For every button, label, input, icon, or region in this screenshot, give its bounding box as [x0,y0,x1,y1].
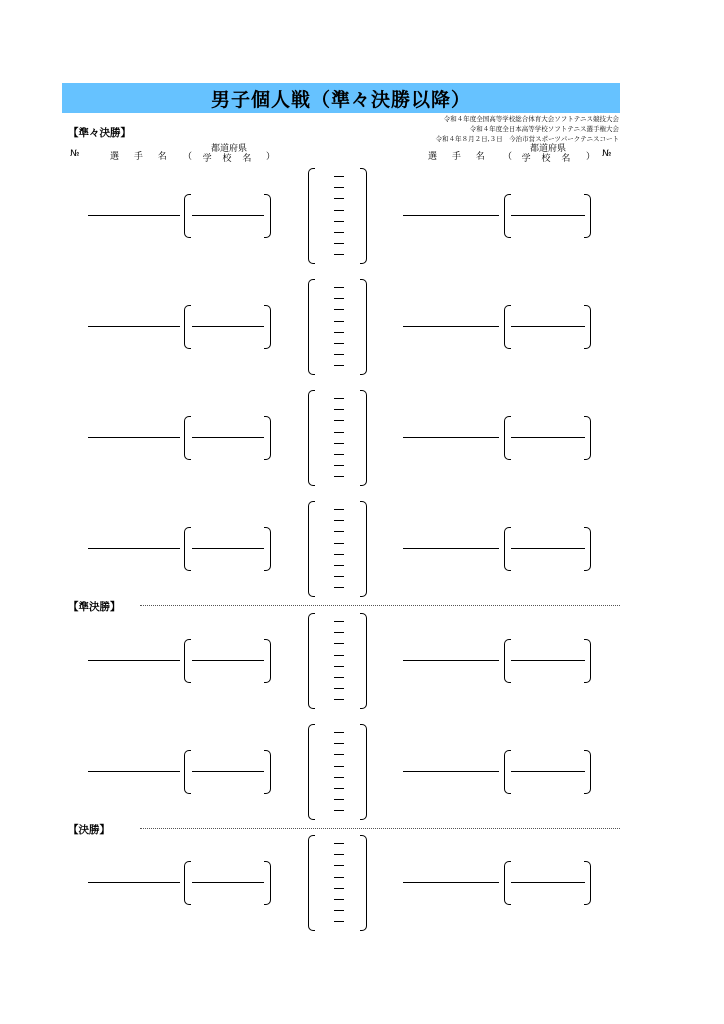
score-column [308,279,370,373]
score-game-slot[interactable] [334,899,344,900]
right-school-bracket-close [584,527,591,571]
score-game-slot[interactable] [334,520,344,521]
event-line-1: 令和４年度全国高等学校総合体育大会ソフトテニス競技大会 [443,115,619,123]
score-game-slot[interactable] [334,777,344,778]
score-game-slot[interactable] [334,666,344,667]
score-game-slot[interactable] [334,743,344,744]
left-school-bracket-close [264,416,271,460]
event-line-2: 令和４年度全日本高等学校ソフトテニス選手権大会 [469,125,619,133]
score-game-slot[interactable] [334,365,344,366]
header-left-school: 学 校 名 [202,154,256,164]
score-game-slot[interactable] [334,754,344,755]
score-game-slot[interactable] [334,688,344,689]
left-school-bracket-open [184,305,191,349]
score-bracket-open [308,501,315,597]
right-school-bracket-close [584,750,591,794]
section-divider-semifinal [140,605,620,606]
score-column [308,390,370,484]
score-game-slot[interactable] [334,232,344,233]
score-game-slot[interactable] [334,465,344,466]
right-school-bracket-open [504,639,511,683]
score-game-slot[interactable] [334,910,344,911]
header-right-close-paren: ） [586,152,596,162]
score-game-slot[interactable] [334,766,344,767]
right-school-name-line[interactable] [511,548,585,549]
right-school-name-line[interactable] [511,215,585,216]
right-school-bracket-close [584,416,591,460]
right-player-name-line[interactable] [403,882,499,883]
score-game-slot[interactable] [334,732,344,733]
score-game-slot[interactable] [334,543,344,544]
right-school-name-line[interactable] [511,437,585,438]
score-game-slot[interactable] [334,554,344,555]
score-column [308,724,370,818]
right-school-bracket-open [504,305,511,349]
score-column [308,168,370,262]
left-school-bracket-close [264,750,271,794]
right-school-name-line[interactable] [511,660,585,661]
score-game-slot[interactable] [334,309,344,310]
score-bracket-open [308,724,315,820]
left-player-name-line[interactable] [88,882,180,883]
left-school-bracket-close [264,527,271,571]
score-game-slot[interactable] [334,843,344,844]
event-line-3: 令和４年８月２日,３日 今治市営スポーツパークテニスコート [435,135,619,143]
score-game-slot[interactable] [334,287,344,288]
right-school-bracket-open [504,527,511,571]
left-school-bracket-open [184,194,191,238]
left-school-name-line[interactable] [192,215,264,216]
score-game-slot[interactable] [334,398,344,399]
score-bracket-close [360,279,367,375]
score-game-slot[interactable] [334,243,344,244]
section-final: 【決勝】 [68,824,110,836]
score-game-slot[interactable] [334,632,344,633]
left-player-name-line[interactable] [88,326,180,327]
header-left-pref: 都道府県 [210,144,247,154]
score-bracket-close [360,501,367,597]
right-school-bracket-open [504,861,511,905]
score-game-slot[interactable] [334,176,344,177]
score-game-slot[interactable] [334,788,344,789]
score-game-slot[interactable] [334,210,344,211]
score-bracket-close [360,613,367,709]
left-school-name-line[interactable] [192,660,264,661]
right-player-name-line[interactable] [403,771,499,772]
right-school-bracket-open [504,194,511,238]
header-right-pref: 都道府県 [529,144,566,154]
score-game-slot[interactable] [334,354,344,355]
score-bracket-close [360,724,367,820]
right-player-name-line[interactable] [403,326,499,327]
left-school-bracket-open [184,527,191,571]
score-column [308,613,370,707]
left-school-bracket-close [264,861,271,905]
left-player-name-line[interactable] [88,215,180,216]
score-game-slot[interactable] [334,877,344,878]
left-school-bracket-close [264,639,271,683]
header-right-player: 選 手 名 [428,152,491,162]
left-school-name-line[interactable] [192,326,264,327]
score-game-slot[interactable] [334,343,344,344]
right-school-bracket-close [584,639,591,683]
right-school-bracket-open [504,750,511,794]
left-school-name-line[interactable] [192,882,264,883]
left-school-name-line[interactable] [192,771,264,772]
left-player-name-line[interactable] [88,548,180,549]
left-school-bracket-close [264,194,271,238]
score-game-slot[interactable] [334,476,344,477]
score-column [308,835,370,929]
score-game-slot[interactable] [334,409,344,410]
left-school-bracket-open [184,639,191,683]
header-right-no: № [602,149,612,159]
score-game-slot[interactable] [334,621,344,622]
score-game-slot[interactable] [334,509,344,510]
score-game-slot[interactable] [334,531,344,532]
score-game-slot[interactable] [334,576,344,577]
header-left-school-stack [199,144,259,164]
left-player-name-line[interactable] [88,660,180,661]
score-game-slot[interactable] [334,321,344,322]
score-game-slot[interactable] [334,587,344,588]
score-game-slot[interactable] [334,921,344,922]
header-left-player: 選 手 名 [110,152,173,162]
score-game-slot[interactable] [334,454,344,455]
score-game-slot[interactable] [334,332,344,333]
right-player-name-line[interactable] [403,437,499,438]
right-school-name-line[interactable] [511,882,585,883]
header-right-school-stack [518,144,578,164]
score-game-slot[interactable] [334,298,344,299]
score-game-slot[interactable] [334,799,344,800]
score-game-slot[interactable] [334,888,344,889]
right-school-name-line[interactable] [511,326,585,327]
score-game-slot[interactable] [334,443,344,444]
score-game-slot[interactable] [334,254,344,255]
left-school-bracket-open [184,416,191,460]
score-bracket-close [360,168,367,264]
score-game-slot[interactable] [334,677,344,678]
score-bracket-open [308,613,315,709]
score-bracket-open [308,279,315,375]
right-school-bracket-open [504,416,511,460]
score-game-slot[interactable] [334,643,344,644]
score-bracket-open [308,835,315,931]
score-bracket-close [360,390,367,486]
header-left-no: № [70,149,80,159]
right-player-name-line[interactable] [403,548,499,549]
score-game-slot[interactable] [334,854,344,855]
score-game-slot[interactable] [334,221,344,222]
event-info [436,114,619,144]
score-bracket-open [308,168,315,264]
section-semifinal: 【準決勝】 [68,601,121,613]
left-school-bracket-close [264,305,271,349]
score-game-slot[interactable] [334,198,344,199]
header-right-school: 学 校 名 [521,154,575,164]
right-school-bracket-close [584,194,591,238]
score-game-slot[interactable] [334,865,344,866]
right-player-name-line[interactable] [403,660,499,661]
section-quarterfinal: 【準々決勝】 [68,127,131,139]
score-game-slot[interactable] [334,699,344,700]
right-school-name-line[interactable] [511,771,585,772]
score-game-slot[interactable] [334,187,344,188]
header-left-close-paren: ） [266,152,276,162]
score-column [308,501,370,595]
score-bracket-close [360,835,367,931]
score-game-slot[interactable] [334,655,344,656]
left-school-bracket-open [184,861,191,905]
right-player-name-line[interactable] [403,215,499,216]
right-school-bracket-close [584,861,591,905]
page-title: 男子個人戦（準々決勝以降） [62,83,620,113]
right-school-bracket-close [584,305,591,349]
score-game-slot[interactable] [334,420,344,421]
score-bracket-open [308,390,315,486]
left-school-name-line[interactable] [192,548,264,549]
left-player-name-line[interactable] [88,437,180,438]
header-right-open-paren: （ [503,152,513,162]
score-game-slot[interactable] [334,810,344,811]
score-game-slot[interactable] [334,565,344,566]
header-left-open-paren: （ [183,152,193,162]
section-divider-final [140,828,620,829]
score-game-slot[interactable] [334,432,344,433]
left-player-name-line[interactable] [88,771,180,772]
left-school-name-line[interactable] [192,437,264,438]
left-school-bracket-open [184,750,191,794]
